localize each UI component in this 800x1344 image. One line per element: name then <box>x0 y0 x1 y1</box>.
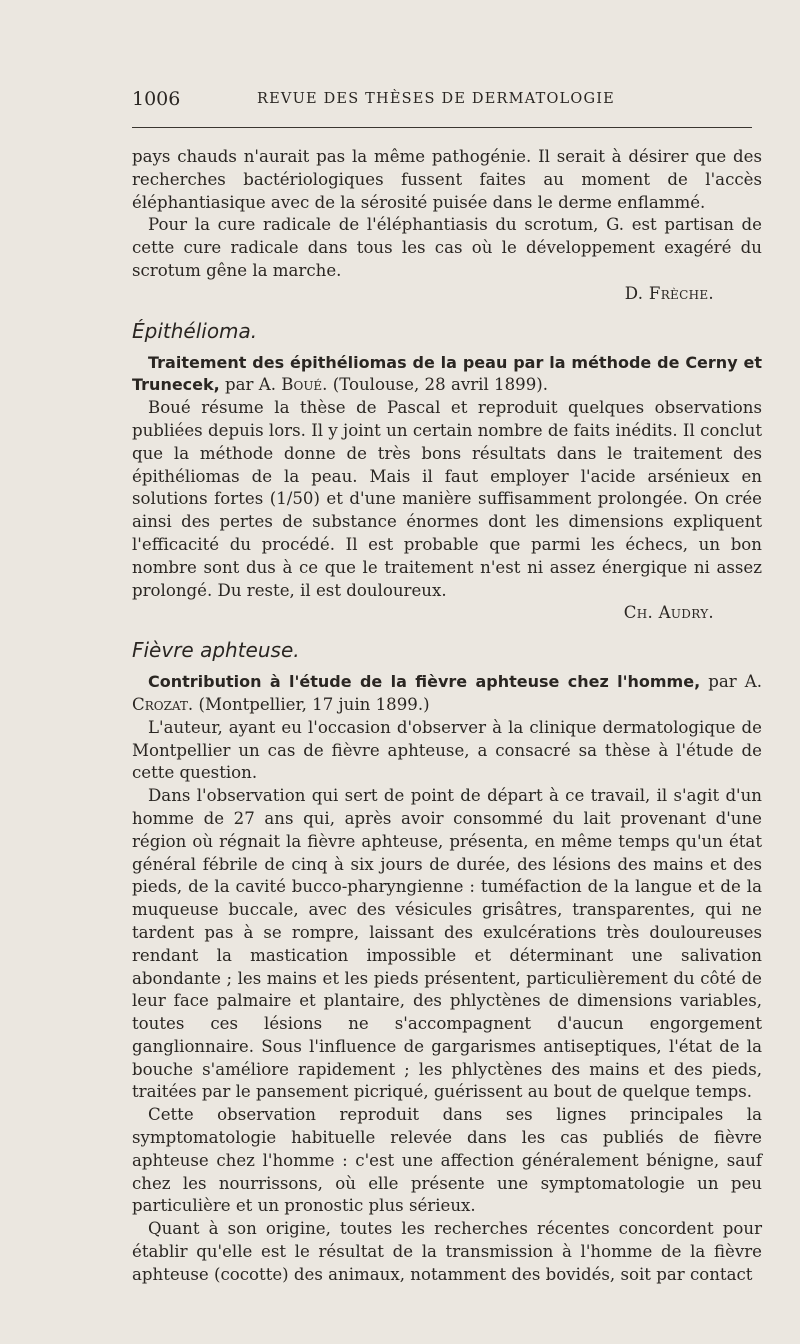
page-number: 1006 <box>132 88 181 110</box>
page-header <box>132 84 752 118</box>
citation-details: (Montpellier, 17 juin 1899.) <box>198 694 430 714</box>
fievre-observation-paragraph: Dans l'observation qui sert de point de départ à ce travail, il s'agit d'un homme de 27 ans qui, après avoir consommé du lait provenant d'une région où régnait la fièvre aphteuse, présenta, en même temps qu'un état général fébrile de cinq à six jours de durée, des lésions des mains et des pieds, de la cavité bucco-pharyngienne : tuméfaction de la langue et de la muqueuse buccale, avec des vésicules grisâtres, transparentes, qui ne tardent pas à se rompre, laissant des exulcérations très douloureuses rendant la mastication impossible et déterminant une salivation abondante ; les mains et les pieds présentent, particulièrement du côté de leur face palmaire et plantaire, des phlyctènes de dimensions variables, toutes ces lésions ne s'accompagnent d'aucun engorgement ganglionnaire. Sous l'influence de gargarismes antiseptiques, l'état de la bouche s'améliore rapidement ; les phlyctènes des mains et des pieds, traitées par le pansement picriqué, guérissent au bout de quelque temps. <box>132 786 762 1102</box>
signature-freche: D. Frèche. <box>624 283 714 303</box>
running-title: REVUE DES THÈSES DE DERMATOLOGIE <box>257 91 615 107</box>
signature-line <box>132 283 762 306</box>
article-citation-epithelioma <box>132 352 762 398</box>
page-content <box>132 146 762 1287</box>
elephantiasis-cure-paragraph <box>132 214 762 282</box>
header-rule <box>132 127 752 128</box>
section-heading-fievre-aphteuse: Fièvre aphteuse. <box>132 638 300 663</box>
signature-line <box>132 602 762 625</box>
paragraph-text: Pour la cure radicale de l'éléphantiasis du scrotum, G. est partisan de cette cure radicale dans tous les cas où le développement exagéré du scrotum gêne la marche. <box>132 215 762 280</box>
article-title: Traitement des épithéliomas de la peau par la méthode de Cerny et Trunecek, <box>132 352 762 395</box>
epithelioma-summary-paragraph: Boué résume la thèse de Pascal et reproduit quelques observations publiées depuis lors. Il y joint un certain nombre de faits inédits. Il conclut que la méthode donne de très bons résultats dans le traitement des épithéliomas de la peau. Mais il faut employer l'acide arsénieux en solutions fortes (1/50) et d'une manière suffisamment prolongée. On crée ainsi des pertes de substance énormes dont les dimensions expliquent l'efficacité du procédé. Il est probable que parmi les échecs, un bon nombre sont dus à ce que le traitement n'est ni assez énergique ni assez prolongé. Du reste, il est douloureux. <box>132 398 762 600</box>
fievre-intro-paragraph: L'auteur, ayant eu l'occasion d'observer à la clinique dermatologique de Montpellier un cas de fièvre aphteuse, a consacré sa thèse à l'étude de cette question. <box>132 717 762 783</box>
author-name: Crozat. <box>132 694 194 714</box>
signature-audry: Ch. Audry. <box>623 603 714 623</box>
section-heading-epithelioma: Épithélioma. <box>132 318 258 343</box>
fievre-origin-paragraph: Quant à son origine, toutes les recherches récentes concordent pour établir qu'elle est le résultat de la transmission à l'homme de la fièvre aphteuse (cocotte) des animaux, notamment des bovidés, soit par contact <box>132 1219 762 1284</box>
article-citation-fievre <box>132 671 762 717</box>
article-title: Contribution à l'étude de la fièvre aphteuse chez l'homme, <box>148 672 701 692</box>
citation-prefix: par A. <box>225 375 276 395</box>
citation-prefix: par A. <box>708 672 762 692</box>
fievre-symptomatology-paragraph: Cette observation reproduit dans ses lignes principales la symptomatologie habituelle relevée dans les cas publiés de fièvre aphteuse chez l'homme : c'est une affection généralement bénigne, sauf chez les nourrissons, où elle présente une symptomatologie un peu particulière et un pronostic plus sérieux. <box>132 1105 762 1216</box>
author-name: Boué. <box>281 375 328 395</box>
citation-details: (Toulouse, 28 avril 1899). <box>332 375 549 395</box>
continuation-paragraph: pays chauds n'aurait pas la même pathogénie. Il serait à désirer que des recherches bactériologiques fussent faites au moment de l'accès éléphantiasique avec de la sérosité puisée dans le derme enflammé. <box>132 147 762 212</box>
